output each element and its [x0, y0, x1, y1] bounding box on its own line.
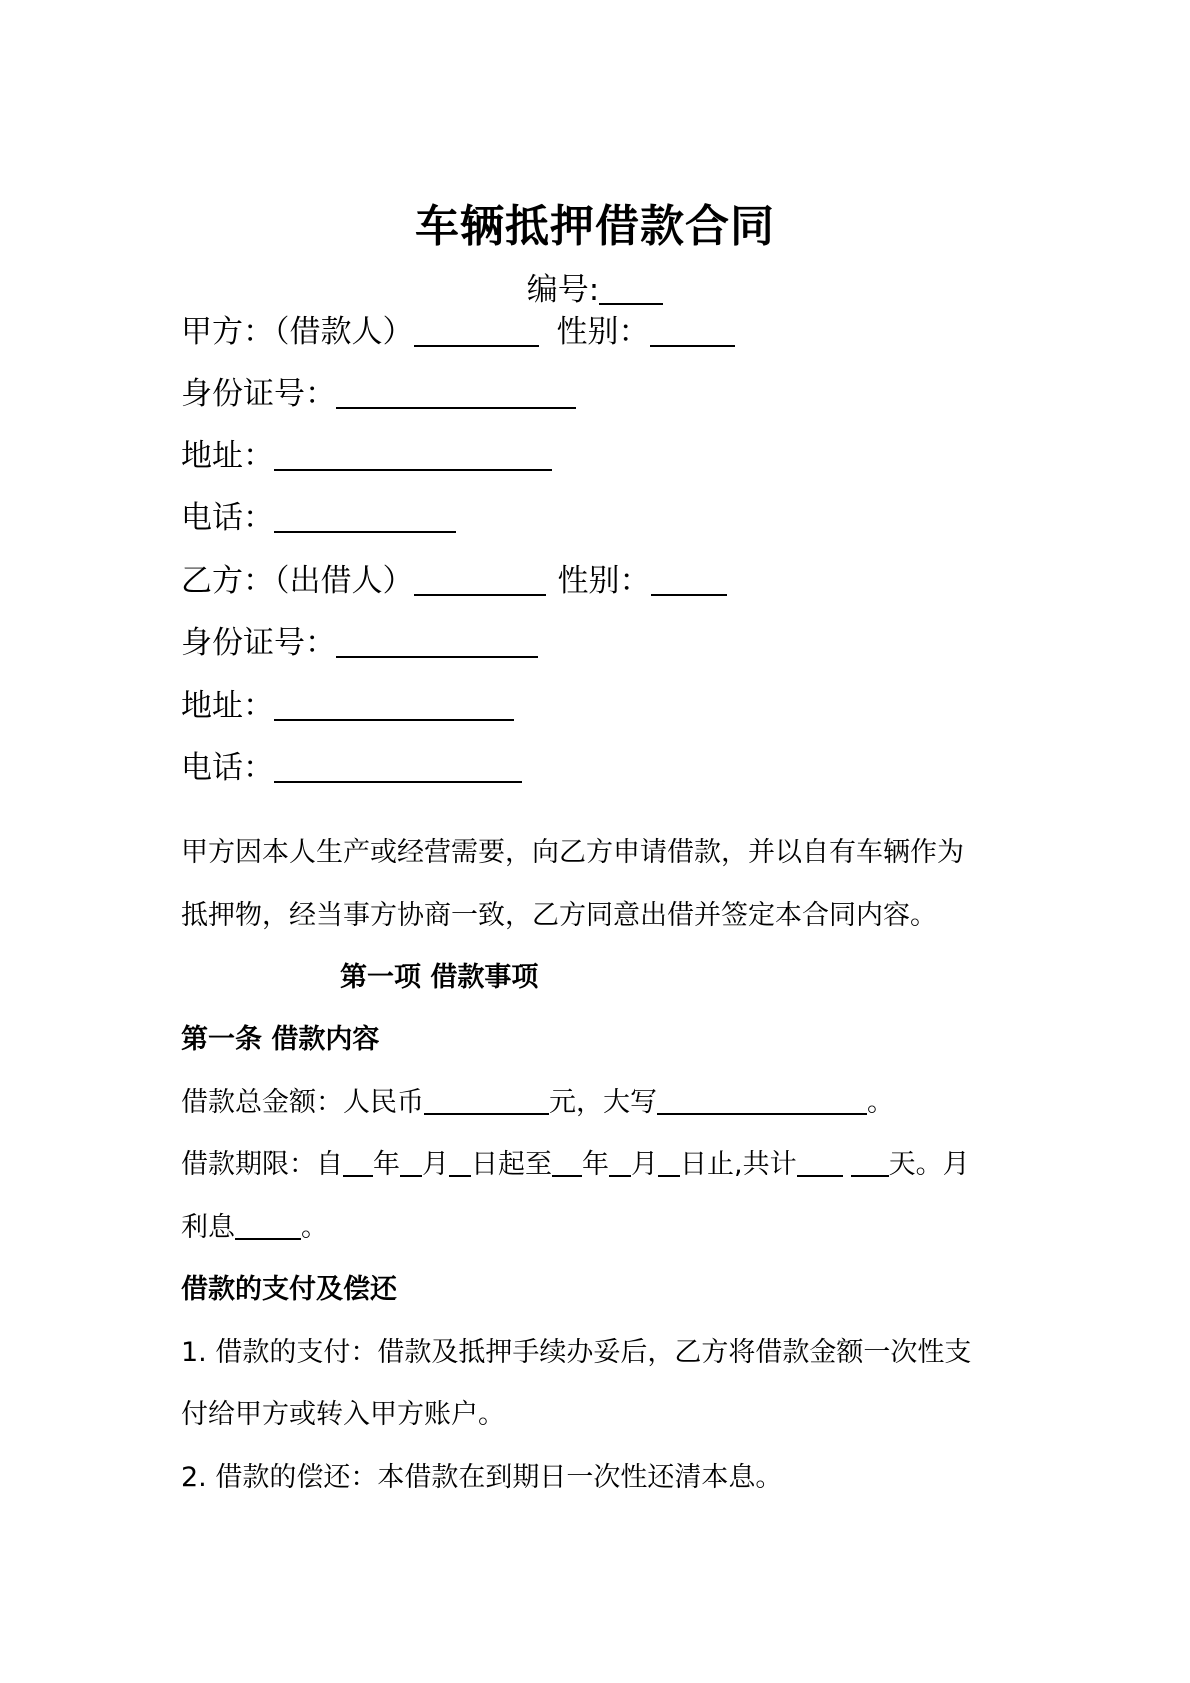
term-end-day-blank — [658, 1145, 680, 1177]
term-p8: 天。月 — [888, 1149, 970, 1180]
payment-title: 借款的支付及偿还 — [181, 1274, 397, 1305]
party-a-gender-label: 性别： — [556, 314, 650, 350]
document-number — [0, 264, 1190, 309]
party-a-address-row — [181, 430, 552, 475]
party-a-phone-label: 电话： — [181, 500, 274, 536]
term-p4: 日起至 — [471, 1149, 552, 1180]
party-b-phone-row — [181, 742, 522, 787]
party-b-label: 乙方：（出借人） — [181, 563, 414, 599]
party-b-address-label: 地址： — [181, 688, 274, 724]
document-title: 车辆抵押借款合同 — [415, 201, 775, 252]
loan-amount-blank — [424, 1083, 549, 1115]
term-days-blank-1 — [797, 1145, 843, 1177]
term-start-year-blank — [343, 1145, 373, 1177]
party-a-gender-blank — [650, 315, 735, 347]
party-b-address-blank — [274, 689, 514, 721]
party-b-gender-blank — [651, 564, 727, 596]
term-p5: 年 — [582, 1149, 609, 1180]
party-b-address-row — [181, 680, 514, 725]
party-b-row — [181, 555, 727, 600]
party-b-phone-blank — [274, 751, 522, 783]
term-end-year-blank — [552, 1145, 582, 1177]
term-days-blank-2 — [851, 1145, 889, 1177]
interest-prefix: 利息 — [181, 1212, 235, 1243]
term-p7: 日止,共计 — [680, 1149, 797, 1180]
term-start-month-blank — [400, 1145, 422, 1177]
term-end-month-blank — [609, 1145, 631, 1177]
party-a-id-blank — [336, 377, 576, 409]
interest-end: 。 — [301, 1212, 328, 1243]
loan-amount-words-blank — [657, 1083, 867, 1115]
article-1-title: 第一条 借款内容 — [181, 1024, 380, 1055]
loan-amount-row — [181, 1080, 894, 1119]
intro-line-1: 甲方因本人生产或经营需要，向乙方申请借款，并以自有车辆作为 — [181, 837, 964, 868]
payment-item-1-line-2: 付给甲方或转入甲方账户。 — [181, 1399, 505, 1430]
party-b-phone-label: 电话： — [181, 750, 274, 786]
loan-amount-end: 。 — [867, 1087, 894, 1118]
term-p3: 月 — [422, 1149, 449, 1180]
doc-no-blank — [599, 273, 663, 305]
party-a-address-blank — [274, 439, 552, 471]
loan-interest-row — [181, 1205, 328, 1244]
party-a-name-blank — [414, 315, 539, 347]
term-p6: 月 — [631, 1149, 658, 1180]
party-a-label: 甲方：（借款人） — [181, 314, 414, 350]
term-p1: 借款期限：自 — [181, 1149, 343, 1180]
payment-item-2: 2. 借款的偿还：本借款在到期日一次性还清本息。 — [181, 1462, 783, 1493]
party-b-id-blank — [336, 626, 538, 658]
intro-line-2: 抵押物，经当事方协商一致，乙方同意出借并签定本合同内容。 — [181, 900, 937, 931]
party-a-phone-row — [181, 492, 456, 537]
party-a-phone-blank — [274, 501, 456, 533]
party-a-address-label: 地址： — [181, 438, 274, 474]
interest-blank — [235, 1208, 301, 1240]
party-b-name-blank — [414, 564, 546, 596]
loan-term-row — [181, 1142, 970, 1181]
loan-amount-prefix: 借款总金额：人民币 — [181, 1087, 424, 1118]
party-b-id-label: 身份证号： — [181, 625, 336, 661]
party-a-id-label: 身份证号： — [181, 376, 336, 412]
party-b-id-row — [181, 617, 538, 662]
section-1-heading: 第一项 借款事项 — [340, 962, 539, 993]
term-p2: 年 — [373, 1149, 400, 1180]
party-b-gender-label: 性别： — [557, 563, 651, 599]
term-start-day-blank — [449, 1145, 471, 1177]
party-a-row — [181, 306, 735, 351]
payment-item-1-line-1: 1. 借款的支付：借款及抵押手续办妥后，乙方将借款金额一次性支 — [181, 1337, 972, 1368]
loan-amount-yuan: 元，大写 — [549, 1087, 657, 1118]
party-a-id-row — [181, 368, 576, 413]
doc-no-label: 编号: — [526, 272, 600, 308]
